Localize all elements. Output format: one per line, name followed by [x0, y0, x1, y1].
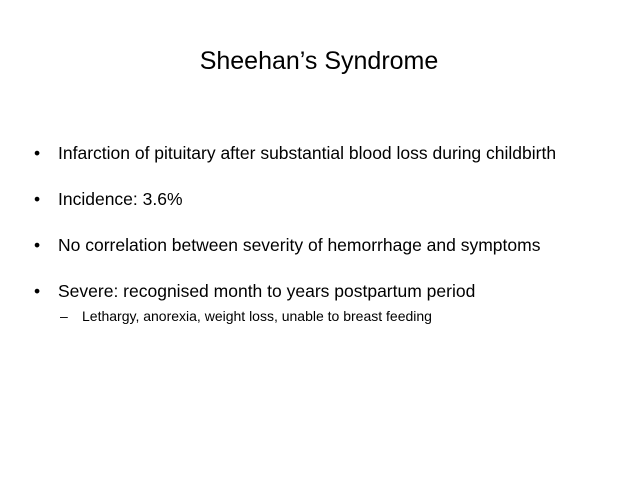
- bullet-marker: •: [34, 189, 41, 209]
- bullet-list: [34, 142, 614, 348]
- bullet-item: [34, 234, 614, 257]
- sub-bullet-item: [58, 307, 614, 325]
- bullet-item: [34, 280, 614, 325]
- bullet-item: [34, 142, 614, 165]
- bullet-text: No correlation between severity of hemorrhage and symptoms: [58, 235, 541, 255]
- bullet-text: Severe: recognised month to years postpartum period: [58, 281, 476, 301]
- bullet-marker: •: [34, 143, 41, 163]
- bullet-text: Incidence: 3.6%: [58, 189, 183, 209]
- bullet-text: Infarction of pituitary after substantial blood loss during childbirth: [58, 143, 557, 163]
- bullet-item: [34, 188, 614, 211]
- slide-title: Sheehan’s Syndrome: [199, 47, 439, 75]
- sub-bullet-list: [58, 307, 614, 325]
- sub-bullet-marker: –: [60, 308, 68, 324]
- sub-bullet-text: Lethargy, anorexia, weight loss, unable to breast feeding: [82, 308, 432, 324]
- bullet-marker: •: [34, 235, 41, 255]
- bullet-marker: •: [34, 281, 41, 301]
